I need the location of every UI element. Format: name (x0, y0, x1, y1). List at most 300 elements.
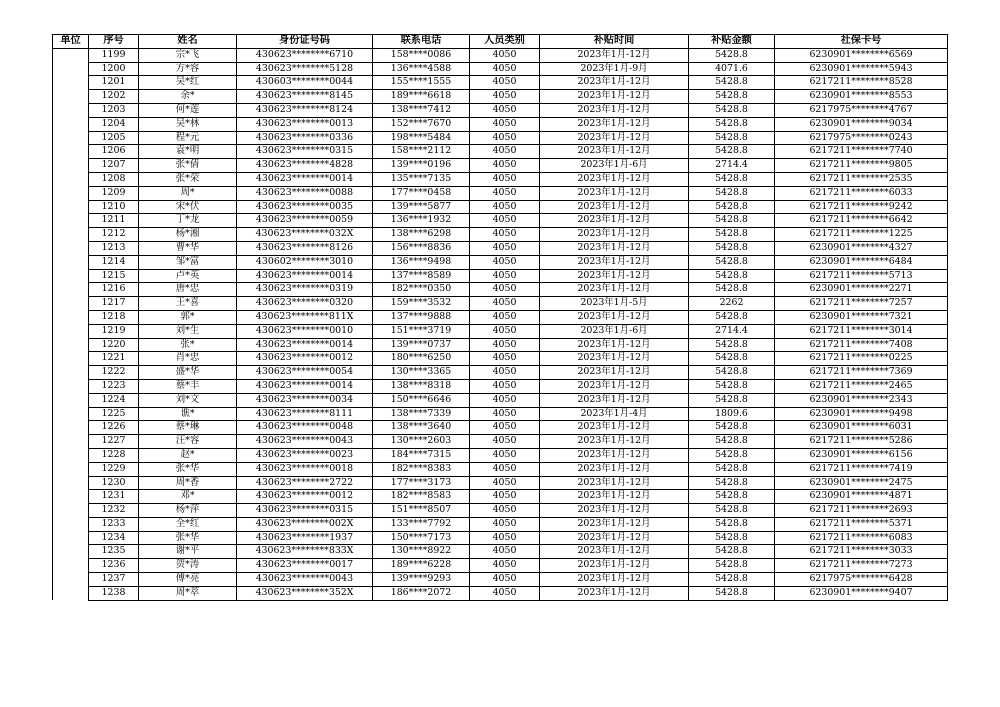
cell-unit (53, 573, 89, 587)
cell-id-number: 430623********6710 (237, 48, 373, 62)
cell-subsidy-period: 2023年1月-12月 (540, 76, 689, 90)
cell-phone: 135****7135 (373, 172, 470, 186)
table-row (53, 490, 948, 504)
cell-serial: 1231 (89, 490, 139, 504)
cell-category: 4050 (470, 241, 540, 255)
cell-serial: 1206 (89, 145, 139, 159)
cell-phone: 138****7339 (373, 407, 470, 421)
cell-social-security-card: 6217975********0243 (775, 131, 948, 145)
cell-name: 全*红 (139, 517, 237, 531)
cell-unit (53, 559, 89, 573)
cell-social-security-card: 6217211********2465 (775, 379, 948, 393)
cell-category: 4050 (470, 573, 540, 587)
cell-phone: 138****3640 (373, 421, 470, 435)
table-row (53, 421, 948, 435)
cell-category: 4050 (470, 462, 540, 476)
cell-id-number: 430623********0315 (237, 504, 373, 518)
cell-id-number: 430623********0014 (237, 172, 373, 186)
table-body (53, 48, 948, 600)
cell-id-number: 430623********8126 (237, 241, 373, 255)
table-row (53, 48, 948, 62)
table-row (53, 186, 948, 200)
cell-social-security-card: 6217211********6033 (775, 186, 948, 200)
cell-name: 张* (139, 338, 237, 352)
cell-serial: 1237 (89, 573, 139, 587)
table-row (53, 586, 948, 600)
cell-social-security-card: 6217211********7369 (775, 366, 948, 380)
cell-unit (53, 76, 89, 90)
cell-unit (53, 255, 89, 269)
cell-subsidy-amount: 5428.8 (689, 145, 775, 159)
cell-subsidy-period: 2023年1月-12月 (540, 366, 689, 380)
cell-name: 方*容 (139, 62, 237, 76)
cell-category: 4050 (470, 76, 540, 90)
cell-subsidy-period: 2023年1月-12月 (540, 531, 689, 545)
cell-id-number: 430623********352X (237, 586, 373, 600)
cell-subsidy-amount: 5428.8 (689, 559, 775, 573)
cell-unit (53, 338, 89, 352)
cell-id-number: 430623********833X (237, 545, 373, 559)
cell-subsidy-period: 2023年1月-4月 (540, 407, 689, 421)
cell-category: 4050 (470, 504, 540, 518)
cell-unit (53, 159, 89, 173)
cell-phone: 139****0196 (373, 159, 470, 173)
cell-id-number: 430623********0023 (237, 448, 373, 462)
cell-name: 蔡*丰 (139, 379, 237, 393)
cell-phone: 182****8583 (373, 490, 470, 504)
cell-phone: 130****2603 (373, 435, 470, 449)
cell-subsidy-period: 2023年1月-12月 (540, 269, 689, 283)
cell-subsidy-amount: 5428.8 (689, 338, 775, 352)
cell-social-security-card: 6217211********7419 (775, 462, 948, 476)
cell-subsidy-amount: 5428.8 (689, 172, 775, 186)
cell-subsidy-amount: 5428.8 (689, 448, 775, 462)
cell-unit (53, 407, 89, 421)
cell-phone: 139****9293 (373, 573, 470, 587)
cell-id-number: 430623********0014 (237, 269, 373, 283)
cell-name: 蔡*琳 (139, 421, 237, 435)
cell-unit (53, 324, 89, 338)
cell-serial: 1218 (89, 310, 139, 324)
cell-social-security-card: 6230901********4327 (775, 241, 948, 255)
cell-subsidy-amount: 5428.8 (689, 504, 775, 518)
cell-name: 程*元 (139, 131, 237, 145)
cell-name: 宋*伏 (139, 200, 237, 214)
header-unit: 单位 (53, 35, 89, 49)
cell-name: 谯* (139, 407, 237, 421)
cell-name: 何*莲 (139, 103, 237, 117)
cell-subsidy-amount: 5428.8 (689, 241, 775, 255)
cell-id-number: 430623********0014 (237, 338, 373, 352)
cell-phone: 156****8836 (373, 241, 470, 255)
cell-id-number: 430623********5128 (237, 62, 373, 76)
header-phone: 联系电话 (373, 35, 470, 49)
cell-subsidy-period: 2023年1月-12月 (540, 352, 689, 366)
header-id-number: 身份证号码 (237, 35, 373, 49)
cell-name: 周*萃 (139, 586, 237, 600)
cell-social-security-card: 6230901********6031 (775, 421, 948, 435)
cell-category: 4050 (470, 214, 540, 228)
cell-phone: 133****7792 (373, 517, 470, 531)
cell-unit (53, 310, 89, 324)
cell-name: 张*华 (139, 462, 237, 476)
cell-category: 4050 (470, 48, 540, 62)
cell-social-security-card: 6217211********7273 (775, 559, 948, 573)
cell-social-security-card: 6230901********2475 (775, 476, 948, 490)
cell-subsidy-period: 2023年1月-12月 (540, 476, 689, 490)
cell-name: 刘*文 (139, 393, 237, 407)
cell-social-security-card: 6217211********5371 (775, 517, 948, 531)
cell-id-number: 430623********032X (237, 228, 373, 242)
cell-subsidy-period: 2023年1月-12月 (540, 310, 689, 324)
table-row (53, 338, 948, 352)
cell-unit (53, 545, 89, 559)
cell-subsidy-period: 2023年1月-12月 (540, 255, 689, 269)
cell-id-number: 430623********8111 (237, 407, 373, 421)
cell-id-number: 430623********0054 (237, 366, 373, 380)
cell-phone: 137****9888 (373, 310, 470, 324)
cell-unit (53, 228, 89, 242)
cell-subsidy-period: 2023年1月-12月 (540, 228, 689, 242)
cell-serial: 1235 (89, 545, 139, 559)
cell-subsidy-period: 2023年1月-12月 (540, 490, 689, 504)
cell-phone: 159****3532 (373, 297, 470, 311)
cell-phone: 139****0737 (373, 338, 470, 352)
cell-serial: 1221 (89, 352, 139, 366)
cell-serial: 1201 (89, 76, 139, 90)
cell-unit (53, 366, 89, 380)
cell-serial: 1215 (89, 269, 139, 283)
cell-unit (53, 490, 89, 504)
cell-serial: 1214 (89, 255, 139, 269)
cell-subsidy-amount: 5428.8 (689, 117, 775, 131)
cell-category: 4050 (470, 407, 540, 421)
cell-unit (53, 283, 89, 297)
cell-social-security-card: 6217975********4767 (775, 103, 948, 117)
header-social-security-card: 社保卡号 (775, 35, 948, 49)
cell-subsidy-amount: 2262 (689, 297, 775, 311)
cell-category: 4050 (470, 559, 540, 573)
cell-unit (53, 393, 89, 407)
cell-unit (53, 448, 89, 462)
cell-category: 4050 (470, 145, 540, 159)
cell-subsidy-period: 2023年1月-12月 (540, 48, 689, 62)
cell-category: 4050 (470, 586, 540, 600)
cell-serial: 1212 (89, 228, 139, 242)
table-row (53, 145, 948, 159)
cell-category: 4050 (470, 421, 540, 435)
cell-subsidy-amount: 5428.8 (689, 186, 775, 200)
cell-id-number: 430623********0043 (237, 573, 373, 587)
cell-subsidy-period: 2023年1月-12月 (540, 186, 689, 200)
cell-name: 张*荣 (139, 172, 237, 186)
cell-subsidy-amount: 5428.8 (689, 214, 775, 228)
cell-serial: 1209 (89, 186, 139, 200)
cell-subsidy-amount: 5428.8 (689, 366, 775, 380)
cell-phone: 150****7173 (373, 531, 470, 545)
cell-phone: 138****6298 (373, 228, 470, 242)
cell-category: 4050 (470, 435, 540, 449)
cell-id-number: 430603********0044 (237, 76, 373, 90)
cell-name: 周*香 (139, 476, 237, 490)
table-row (53, 103, 948, 117)
table-row (53, 504, 948, 518)
cell-name: 汪*容 (139, 435, 237, 449)
cell-name: 邓* (139, 490, 237, 504)
cell-unit (53, 131, 89, 145)
cell-phone: 151****8507 (373, 504, 470, 518)
cell-subsidy-period: 2023年1月-12月 (540, 90, 689, 104)
cell-subsidy-amount: 5428.8 (689, 48, 775, 62)
cell-social-security-card: 6230901********2343 (775, 393, 948, 407)
cell-subsidy-period: 2023年1月-5月 (540, 297, 689, 311)
cell-subsidy-amount: 1809.6 (689, 407, 775, 421)
cell-category: 4050 (470, 338, 540, 352)
cell-subsidy-period: 2023年1月-12月 (540, 131, 689, 145)
cell-subsidy-amount: 5428.8 (689, 255, 775, 269)
header-subsidy-amount: 补贴金额 (689, 35, 775, 49)
cell-category: 4050 (470, 228, 540, 242)
cell-name: 曹*华 (139, 241, 237, 255)
cell-unit (53, 297, 89, 311)
cell-category: 4050 (470, 159, 540, 173)
cell-subsidy-amount: 5428.8 (689, 393, 775, 407)
cell-serial: 1230 (89, 476, 139, 490)
cell-category: 4050 (470, 172, 540, 186)
cell-category: 4050 (470, 448, 540, 462)
cell-subsidy-amount: 5428.8 (689, 421, 775, 435)
table-row (53, 241, 948, 255)
cell-subsidy-period: 2023年1月-12月 (540, 517, 689, 531)
table-row (53, 352, 948, 366)
cell-category: 4050 (470, 476, 540, 490)
cell-social-security-card: 6217211********7408 (775, 338, 948, 352)
cell-social-security-card: 6217211********3033 (775, 545, 948, 559)
cell-category: 4050 (470, 117, 540, 131)
cell-serial: 1210 (89, 200, 139, 214)
cell-social-security-card: 6217211********2693 (775, 504, 948, 518)
cell-subsidy-amount: 5428.8 (689, 269, 775, 283)
cell-subsidy-period: 2023年1月-12月 (540, 172, 689, 186)
cell-serial: 1232 (89, 504, 139, 518)
cell-category: 4050 (470, 490, 540, 504)
cell-category: 4050 (470, 545, 540, 559)
cell-id-number: 430623********0315 (237, 145, 373, 159)
cell-name: 杨*湘 (139, 228, 237, 242)
cell-subsidy-amount: 5428.8 (689, 283, 775, 297)
cell-phone: 130****3365 (373, 366, 470, 380)
table-row (53, 531, 948, 545)
cell-social-security-card: 6217211********6083 (775, 531, 948, 545)
table-row (53, 407, 948, 421)
header-name: 姓名 (139, 35, 237, 49)
table-row (53, 159, 948, 173)
cell-subsidy-period: 2023年1月-12月 (540, 117, 689, 131)
cell-unit (53, 90, 89, 104)
cell-phone: 158****2112 (373, 145, 470, 159)
cell-subsidy-amount: 5428.8 (689, 490, 775, 504)
cell-subsidy-period: 2023年1月-9月 (540, 62, 689, 76)
cell-social-security-card: 6217211********0225 (775, 352, 948, 366)
cell-id-number: 430623********8145 (237, 90, 373, 104)
cell-serial: 1223 (89, 379, 139, 393)
cell-unit (53, 586, 89, 600)
cell-id-number: 430623********0035 (237, 200, 373, 214)
table-row (53, 283, 948, 297)
cell-id-number: 430623********0043 (237, 435, 373, 449)
cell-unit (53, 517, 89, 531)
table-row (53, 517, 948, 531)
cell-subsidy-period: 2023年1月-12月 (540, 573, 689, 587)
cell-serial: 1236 (89, 559, 139, 573)
cell-name: 郭* (139, 310, 237, 324)
cell-name: 吴*红 (139, 76, 237, 90)
cell-category: 4050 (470, 200, 540, 214)
cell-name: 周* (139, 186, 237, 200)
cell-subsidy-period: 2023年1月-6月 (540, 159, 689, 173)
cell-serial: 1205 (89, 131, 139, 145)
cell-social-security-card: 6217211********2535 (775, 172, 948, 186)
cell-serial: 1225 (89, 407, 139, 421)
cell-subsidy-period: 2023年1月-12月 (540, 338, 689, 352)
subsidy-table-sheet (52, 34, 948, 601)
cell-subsidy-period: 2023年1月-12月 (540, 103, 689, 117)
table-row (53, 297, 948, 311)
cell-id-number: 430623********0018 (237, 462, 373, 476)
cell-serial: 1207 (89, 159, 139, 173)
cell-unit (53, 48, 89, 62)
cell-phone: 182****0350 (373, 283, 470, 297)
cell-phone: 137****8589 (373, 269, 470, 283)
cell-name: 余* (139, 90, 237, 104)
cell-social-security-card: 6217211********7740 (775, 145, 948, 159)
cell-social-security-card: 6230901********9034 (775, 117, 948, 131)
cell-serial: 1227 (89, 435, 139, 449)
cell-category: 4050 (470, 393, 540, 407)
table-row (53, 131, 948, 145)
cell-serial: 1208 (89, 172, 139, 186)
cell-phone: 155****1555 (373, 76, 470, 90)
cell-social-security-card: 6217211********5286 (775, 435, 948, 449)
cell-phone: 184****7315 (373, 448, 470, 462)
subsidy-table (52, 34, 948, 601)
cell-subsidy-amount: 5428.8 (689, 573, 775, 587)
cell-subsidy-period: 2023年1月-12月 (540, 241, 689, 255)
table-row (53, 559, 948, 573)
cell-category: 4050 (470, 103, 540, 117)
cell-phone: 189****6618 (373, 90, 470, 104)
cell-subsidy-amount: 2714.4 (689, 159, 775, 173)
cell-serial: 1211 (89, 214, 139, 228)
cell-social-security-card: 6230901********8553 (775, 90, 948, 104)
cell-subsidy-period: 2023年1月-12月 (540, 435, 689, 449)
table-row (53, 76, 948, 90)
cell-unit (53, 379, 89, 393)
cell-id-number: 430623********0012 (237, 352, 373, 366)
table-row (53, 448, 948, 462)
cell-unit (53, 241, 89, 255)
cell-unit (53, 435, 89, 449)
cell-serial: 1219 (89, 324, 139, 338)
cell-name: 肖*忠 (139, 352, 237, 366)
cell-id-number: 430623********0017 (237, 559, 373, 573)
cell-name: 卢*英 (139, 269, 237, 283)
cell-serial: 1238 (89, 586, 139, 600)
cell-social-security-card: 6217211********5713 (775, 269, 948, 283)
cell-social-security-card: 6217211********7257 (775, 297, 948, 311)
cell-name: 吴*林 (139, 117, 237, 131)
cell-phone: 136****1932 (373, 214, 470, 228)
table-row (53, 435, 948, 449)
cell-phone: 136****4588 (373, 62, 470, 76)
cell-subsidy-amount: 5428.8 (689, 103, 775, 117)
cell-name: 杨*萍 (139, 504, 237, 518)
cell-phone: 189****6228 (373, 559, 470, 573)
cell-id-number: 430623********0320 (237, 297, 373, 311)
cell-subsidy-amount: 5428.8 (689, 90, 775, 104)
cell-category: 4050 (470, 324, 540, 338)
cell-unit (53, 462, 89, 476)
table-row (53, 379, 948, 393)
cell-serial: 1216 (89, 283, 139, 297)
cell-serial: 1226 (89, 421, 139, 435)
cell-unit (53, 269, 89, 283)
cell-category: 4050 (470, 186, 540, 200)
cell-subsidy-period: 2023年1月-12月 (540, 200, 689, 214)
cell-id-number: 430623********0319 (237, 283, 373, 297)
header-row (53, 35, 948, 49)
cell-subsidy-amount: 5428.8 (689, 586, 775, 600)
cell-phone: 150****6646 (373, 393, 470, 407)
cell-name: 刘*生 (139, 324, 237, 338)
cell-serial: 1203 (89, 103, 139, 117)
cell-name: 邹*富 (139, 255, 237, 269)
cell-serial: 1233 (89, 517, 139, 531)
cell-serial: 1228 (89, 448, 139, 462)
cell-social-security-card: 6217211********8528 (775, 76, 948, 90)
cell-serial: 1204 (89, 117, 139, 131)
cell-unit (53, 421, 89, 435)
cell-social-security-card: 6217211********6642 (775, 214, 948, 228)
cell-unit (53, 352, 89, 366)
cell-category: 4050 (470, 131, 540, 145)
cell-subsidy-period: 2023年1月-12月 (540, 379, 689, 393)
cell-id-number: 430623********002X (237, 517, 373, 531)
cell-name: 唐*忠 (139, 283, 237, 297)
cell-subsidy-amount: 5428.8 (689, 352, 775, 366)
cell-social-security-card: 6230901********5943 (775, 62, 948, 76)
cell-social-security-card: 6217211********9805 (775, 159, 948, 173)
table-row (53, 62, 948, 76)
cell-serial: 1199 (89, 48, 139, 62)
cell-phone: 177****0458 (373, 186, 470, 200)
cell-id-number: 430623********0059 (237, 214, 373, 228)
cell-serial: 1200 (89, 62, 139, 76)
cell-unit (53, 504, 89, 518)
cell-social-security-card: 6230901********6484 (775, 255, 948, 269)
cell-subsidy-period: 2023年1月-12月 (540, 421, 689, 435)
cell-social-security-card: 6230901********4871 (775, 490, 948, 504)
cell-phone: 180****6250 (373, 352, 470, 366)
cell-subsidy-period: 2023年1月-12月 (540, 214, 689, 228)
cell-phone: 177****3173 (373, 476, 470, 490)
cell-name: 张*倩 (139, 159, 237, 173)
cell-category: 4050 (470, 255, 540, 269)
cell-phone: 158****0086 (373, 48, 470, 62)
cell-unit (53, 214, 89, 228)
cell-unit (53, 172, 89, 186)
cell-id-number: 430602********3010 (237, 255, 373, 269)
